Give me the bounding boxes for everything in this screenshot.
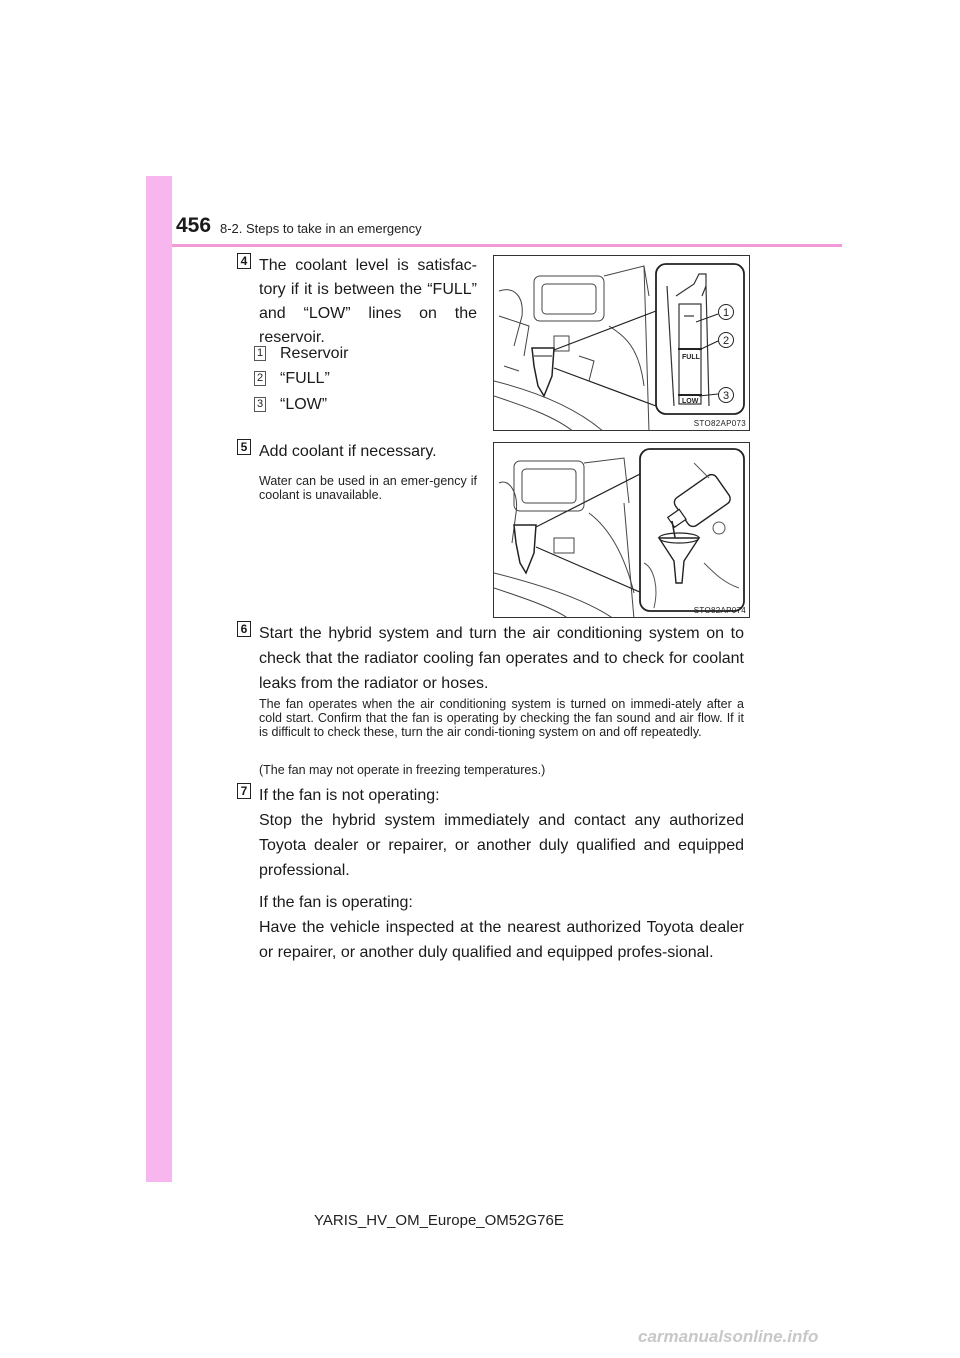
figure-add-coolant — [493, 442, 750, 618]
step-7-text-not-operating: Stop the hybrid system immediately and contact any authorized Toyota dealer or repairer, or another duly qualified and equipped professional. — [259, 812, 744, 879]
add-coolant-illustration — [494, 443, 750, 618]
figure-code: STO82AP073 — [693, 419, 746, 428]
step-marker-5: 5 — [237, 439, 251, 455]
callout-3-label: “LOW” — [280, 396, 328, 413]
step-5-text: Add coolant if necessary. — [259, 443, 437, 460]
step-7-text-operating: Have the vehicle inspected at the nearest authorized Toyota dealer or repairer, or another duly qualified and equipped profes-sional. — [259, 919, 744, 961]
header-divider — [172, 244, 842, 247]
callout-1-label: Reservoir — [280, 345, 349, 362]
step-5-note: Water can be used in an emer-gency if coolant is unavailable. — [259, 474, 477, 502]
figure-coolant-reservoir — [493, 255, 750, 431]
reservoir-illustration — [494, 256, 750, 431]
step-marker-6: 6 — [237, 621, 251, 637]
fig-mark-full: FULL — [682, 354, 700, 361]
callout-3-marker: 3 — [254, 397, 266, 412]
callout-2-marker: 2 — [254, 371, 266, 386]
step-6-text: Start the hybrid system and turn the air conditioning system on to check that the radiator cooling fan operates and to check for coolant leaks from the radiator or hoses. — [259, 625, 744, 692]
step-4-text: The coolant level is satisfac-tory if it is between the “FULL” and “LOW” lines on the reservoir. — [259, 257, 477, 346]
step-marker-7: 7 — [237, 783, 251, 799]
callout-1-marker: 1 — [254, 346, 266, 361]
fig-label-3: 3 — [722, 390, 730, 402]
step-marker-4: 4 — [237, 253, 251, 269]
fig-mark-low: LOW — [682, 398, 699, 405]
step-6-note: The fan operates when the air conditioning system is turned on immedi-ately after a cold start. Confirm that the fan is operating by checking the fan sound and air flow. If it is difficult to check these, turn the air condi-tioning system on and off repeatedly. — [259, 697, 744, 739]
sidebar-tab — [146, 176, 172, 1182]
step-7-heading-operating: If the fan is operating: — [259, 894, 413, 911]
step-6-note-freezing: (The fan may not operate in freezing temperatures.) — [259, 763, 546, 777]
fig-label-1: 1 — [722, 307, 730, 319]
document-code: YARIS_HV_OM_Europe_OM52G76E — [314, 1212, 564, 1229]
step-7-heading-not-operating: If the fan is not operating: — [259, 787, 440, 804]
callout-2-label: “FULL” — [280, 370, 330, 387]
figure-code: STO82AP074 — [693, 606, 746, 615]
watermark: carmanualsonline.info — [638, 1327, 819, 1346]
fig-label-2: 2 — [722, 335, 730, 347]
page-number: 456 — [176, 214, 212, 237]
section-title: 8-2. Steps to take in an emergency — [220, 221, 422, 236]
